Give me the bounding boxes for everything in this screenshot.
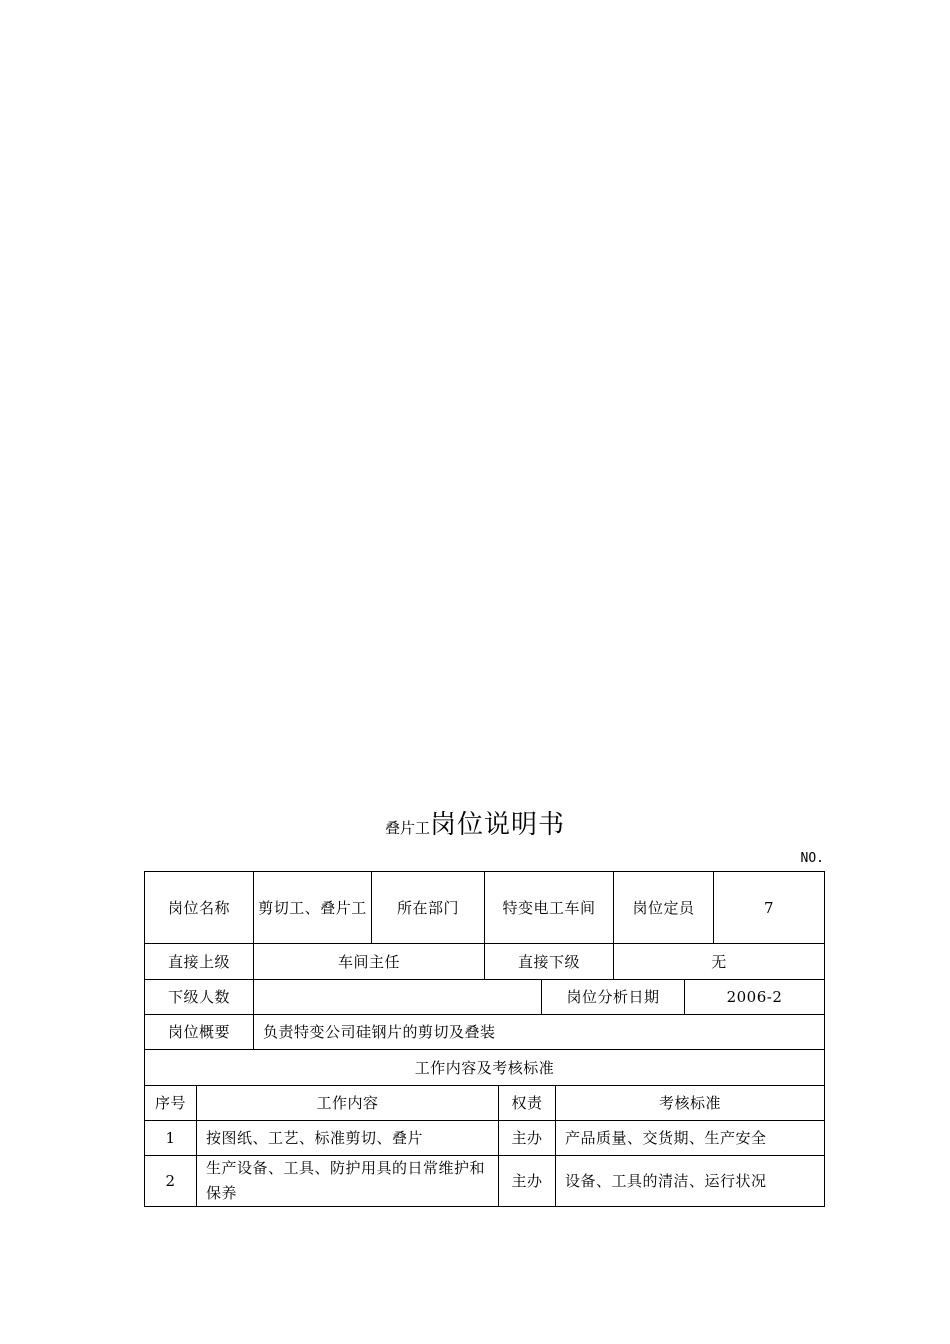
header-authority: 权责 [498,1085,556,1121]
task-no: 1 [144,1120,197,1156]
label-position-summary: 岗位概要 [144,1014,254,1050]
label-position-name: 岗位名称 [144,871,254,944]
header-content: 工作内容 [196,1085,499,1121]
value-headcount: 7 [713,871,825,944]
label-direct-subordinate: 直接下级 [484,943,614,980]
label-direct-superior: 直接上级 [144,943,254,980]
task-content: 按图纸、工艺、标准剪切、叠片 [196,1120,499,1156]
label-subordinate-count: 下级人数 [144,979,254,1015]
document-title [0,804,950,841]
job-description-table [144,871,825,1207]
value-direct-superior: 车间主任 [253,943,485,980]
label-department: 所在部门 [371,871,485,944]
title-prefix: 叠片工 [384,819,430,837]
header-standard: 考核标准 [555,1085,825,1121]
value-department: 特变电工车间 [484,871,614,944]
title-main: 岗位说明书 [430,810,566,840]
document-number-label: NO. [800,851,824,866]
task-no: 2 [144,1155,197,1207]
value-subordinate-count [253,979,542,1015]
header-no: 序号 [144,1085,197,1121]
value-direct-subordinate: 无 [613,943,825,980]
task-standard: 设备、工具的清洁、运行状况 [555,1155,825,1207]
value-position-name: 剪切工、叠片工 [253,871,372,944]
task-authority: 主办 [498,1155,556,1207]
task-standard: 产品质量、交货期、生产安全 [555,1120,825,1156]
value-analysis-date: 2006-2 [684,979,825,1015]
label-headcount: 岗位定员 [613,871,714,944]
value-position-summary: 负责特变公司硅钢片的剪切及叠装 [253,1014,825,1050]
task-authority: 主办 [498,1120,556,1156]
task-content: 生产设备、工具、防护用具的日常维护和保养 [196,1155,499,1207]
section-title: 工作内容及考核标准 [144,1049,825,1086]
label-analysis-date: 岗位分析日期 [541,979,685,1015]
